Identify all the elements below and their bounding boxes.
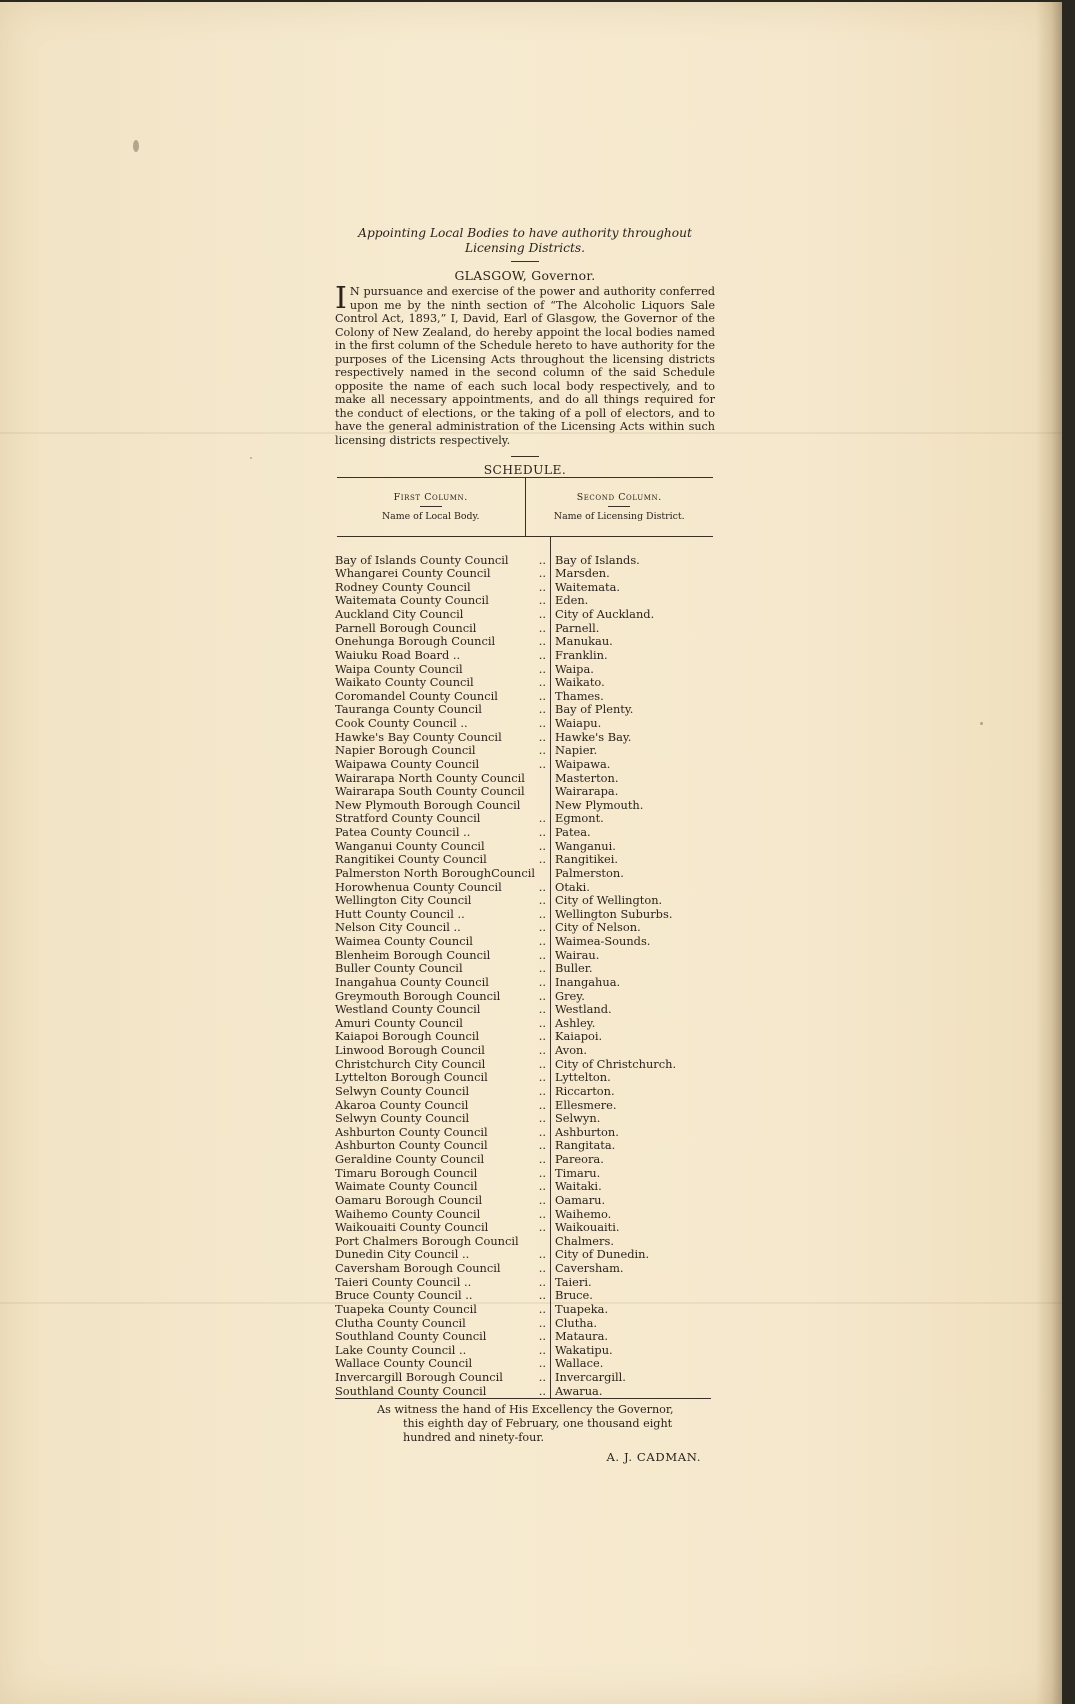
licensing-district-name: Waipa. (555, 661, 594, 676)
table-row (335, 935, 711, 949)
licensing-district-name: Waikouaiti. (555, 1220, 620, 1235)
witness-line: hundred and ninety-four. (403, 1430, 545, 1444)
table-row (335, 1330, 711, 1344)
licensing-district-name: Selwyn. (555, 1111, 601, 1126)
leader-dots: .. (538, 906, 546, 921)
table-row (335, 1085, 711, 1099)
leader-dots: .. (538, 1029, 546, 1044)
licensing-district-name: Waikato. (555, 675, 605, 690)
witness-line: this eighth day of February, one thousand eight (403, 1417, 673, 1431)
table-row (335, 1167, 711, 1181)
local-body-name: New Plymouth Borough Council (335, 798, 521, 812)
local-body-name: Port Chalmers Borough Council (335, 1234, 519, 1248)
leader-dots: .. (538, 702, 546, 717)
stain (980, 722, 983, 725)
licensing-district-name: Riccarton. (555, 1083, 615, 1098)
table-row (335, 853, 711, 867)
local-body-name: Hawke's Bay County Council (335, 730, 502, 744)
local-body-name: Hutt County Council .. (335, 907, 465, 921)
licensing-district-name: Waitaki. (555, 1179, 602, 1194)
licensing-district-name: City of Christchurch. (555, 1056, 677, 1071)
local-body-name: Waiuku Road Board .. (335, 648, 461, 662)
table-row (335, 744, 711, 758)
leader-dots: .. (538, 607, 546, 622)
leader-dots: .. (538, 879, 546, 894)
witness-text (377, 1403, 715, 1444)
licensing-district-name: Taieri. (555, 1274, 592, 1289)
local-body-name: Blenheim Borough Council (335, 948, 491, 962)
local-body-name: Rodney County Council (335, 580, 471, 594)
leader-dots: .. (538, 1206, 546, 1221)
table-row (335, 635, 711, 649)
table-row (335, 1357, 711, 1371)
table-row (335, 772, 711, 786)
local-body-name: Buller County Council (335, 962, 463, 976)
table-row (335, 622, 711, 636)
leader-dots: .. (538, 1356, 546, 1371)
leader-dots: .. (538, 1015, 546, 1030)
local-body-name: Wallace County Council (335, 1357, 473, 1371)
local-body-name: Westland County Council (335, 1003, 481, 1017)
witness-line: As witness the hand of His Excellency the Governor, (377, 1403, 674, 1417)
local-body-name: Amuri County Council (335, 1016, 463, 1030)
title-line: Licensing Districts. (465, 241, 585, 255)
leader-dots: .. (538, 552, 546, 567)
leader-dots: .. (538, 1043, 546, 1058)
table-row (335, 1112, 711, 1126)
local-body-name: Tauranga County Council (335, 703, 482, 717)
licensing-district-name: Bay of Islands. (555, 552, 640, 567)
leader-dots: .. (538, 988, 546, 1003)
licensing-district-name: Ashley. (555, 1015, 596, 1030)
leader-dots: .. (538, 1247, 546, 1262)
column-title: Second Column. (576, 491, 662, 503)
local-body-name: Waipa County Council (335, 662, 463, 676)
licensing-district-name: Masterton. (555, 770, 619, 785)
local-body-name: Waikato County Council (335, 676, 474, 690)
table-row (335, 1058, 711, 1072)
licensing-district-name: Wanganui. (555, 838, 616, 853)
table-row (335, 1153, 711, 1167)
local-body-name: Auckland City Council (335, 608, 464, 622)
licensing-district-name: Oamaru. (555, 1192, 606, 1207)
title-line: Appointing Local Bodies to have authority throughout (358, 226, 692, 240)
licensing-district-name: Inangahua. (555, 974, 621, 989)
licensing-district-name: Franklin. (555, 647, 608, 662)
leader-dots: .. (538, 1261, 546, 1276)
local-body-name: Bay of Islands County Council (335, 553, 509, 567)
licensing-district-name: Rangitata. (555, 1138, 616, 1153)
local-body-name: Invercargill Borough Council (335, 1371, 503, 1385)
local-body-name: Southland County Council (335, 1384, 487, 1398)
local-body-name: Bruce County Council .. (335, 1289, 473, 1303)
leader-dots: .. (538, 620, 546, 635)
licensing-district-name: Tuapeka. (555, 1301, 609, 1316)
schedule-table (335, 537, 711, 1399)
licensing-district-name: Waimea-Sounds. (555, 934, 651, 949)
local-body-name: Waitemata County Council (335, 594, 489, 608)
local-body-name: Whangarei County Council (335, 567, 491, 581)
licensing-district-name: Manukau. (555, 634, 613, 649)
local-body-name: Selwyn County Council (335, 1084, 470, 1098)
column-divider (550, 537, 551, 1399)
table-row (335, 1126, 711, 1140)
local-body-name: Nelson City Council .. (335, 921, 461, 935)
local-body-name: Tuapeka County Council (335, 1302, 477, 1316)
leader-dots: .. (538, 729, 546, 744)
leader-dots: .. (538, 1220, 546, 1235)
licensing-district-name: Clutha. (555, 1315, 598, 1330)
local-body-name: Ashburton County Council (335, 1125, 488, 1139)
drop-cap: I (335, 281, 347, 316)
table-row (335, 1248, 711, 1262)
table-row (335, 581, 711, 595)
licensing-district-name: Marsden. (555, 566, 610, 581)
local-body-name: Oamaru Borough Council (335, 1193, 483, 1207)
local-body-name: Christchurch City Council (335, 1057, 486, 1071)
table-row (335, 690, 711, 704)
leader-dots: .. (538, 1288, 546, 1303)
leader-dots: .. (538, 716, 546, 731)
table-row (335, 1044, 711, 1058)
table-row (335, 567, 711, 581)
leader-dots: .. (538, 1165, 546, 1180)
local-body-name: Wanganui County Council (335, 839, 485, 853)
table-row (335, 1344, 711, 1358)
licensing-district-name: Buller. (555, 961, 593, 976)
licensing-district-name: Waiapu. (555, 716, 602, 731)
leader-dots: .. (538, 961, 546, 976)
licensing-district-name: Caversham. (555, 1261, 624, 1276)
licensing-district-name: Lyttelton. (555, 1070, 611, 1085)
licensing-district-name: Wairau. (555, 947, 600, 962)
licensing-district-name: Avon. (555, 1043, 588, 1058)
table-row (335, 894, 711, 908)
local-body-name: Linwood Borough Council (335, 1044, 485, 1058)
table-row (335, 1303, 711, 1317)
local-body-name: Onehunga Borough Council (335, 635, 496, 649)
table-row (335, 594, 711, 608)
leader-dots: .. (538, 838, 546, 853)
signature-name: A. J. CADMAN. (606, 1449, 701, 1464)
leader-dots: .. (538, 756, 546, 771)
licensing-district-name: Westland. (555, 1002, 612, 1017)
table-row (335, 976, 711, 990)
local-body-name: Greymouth Borough Council (335, 989, 501, 1003)
leader-dots: .. (538, 1152, 546, 1167)
licensing-district-name: Wakatipu. (555, 1342, 613, 1357)
table-row (335, 1017, 711, 1031)
local-body-name: Southland County Council (335, 1330, 487, 1344)
notice-title (335, 226, 715, 256)
local-body-name: Stratford County Council (335, 812, 481, 826)
licensing-district-name: Thames. (555, 688, 604, 703)
table-row (335, 1003, 711, 1017)
table-row (335, 608, 711, 622)
licensing-district-name: Awarua. (555, 1383, 603, 1398)
local-body-name: Palmerston North BoroughCouncil (335, 866, 536, 880)
local-body-name: Geraldine County Council (335, 1153, 485, 1167)
leader-dots: .. (538, 634, 546, 649)
licensing-district-name: Waihemo. (555, 1206, 612, 1221)
proclamation-text (335, 281, 715, 448)
leader-dots: .. (538, 688, 546, 703)
divider (608, 506, 630, 507)
local-body-name: Waimea County Council (335, 935, 473, 949)
licensing-district-name: Mataura. (555, 1329, 609, 1344)
licensing-district-name: Parnell. (555, 620, 600, 635)
leader-dots: .. (538, 661, 546, 676)
leader-dots: .. (538, 1083, 546, 1098)
leader-dots: .. (538, 675, 546, 690)
local-body-name: Waikouaiti County Council (335, 1221, 489, 1235)
leader-dots: .. (538, 1301, 546, 1316)
local-body-name: Napier Borough Council (335, 744, 476, 758)
local-body-name: Kaiapoi Borough Council (335, 1030, 480, 1044)
licensing-district-name: Pareora. (555, 1152, 604, 1167)
local-body-name: Selwyn County Council (335, 1112, 470, 1126)
table-row (335, 949, 711, 963)
local-body-name: Taieri County Council .. (335, 1275, 472, 1289)
licensing-district-name: Bay of Plenty. (555, 702, 634, 717)
local-body-name: Horowhenua County Council (335, 880, 502, 894)
local-body-name: Wellington City Council (335, 894, 472, 908)
local-body-name: Wairarapa North County Council (335, 771, 525, 785)
licensing-district-name: Patea. (555, 825, 591, 840)
local-body-name: Lyttelton Borough Council (335, 1071, 488, 1085)
table-row (335, 826, 711, 840)
table-row (335, 703, 711, 717)
table-row (335, 908, 711, 922)
leader-dots: .. (538, 1315, 546, 1330)
local-body-name: Parnell Borough Council (335, 621, 477, 635)
spacer (335, 537, 711, 554)
leader-dots: .. (538, 566, 546, 581)
leader-dots: .. (538, 1370, 546, 1385)
table-row (335, 717, 711, 731)
local-body-name: Cook County Council .. (335, 717, 468, 731)
licensing-district-name: Wairarapa. (555, 784, 619, 799)
licensing-district-name: Wallace. (555, 1356, 604, 1371)
leader-dots: .. (538, 974, 546, 989)
table-row (335, 1030, 711, 1044)
licensing-district-name: Egmont. (555, 811, 604, 826)
local-body-name: Inangahua County Council (335, 975, 489, 989)
document-page (0, 2, 1062, 1704)
schedule-header (337, 477, 713, 537)
column-subtitle: Name of Licensing District. (553, 510, 685, 522)
local-body-name: Timaru Borough Council (335, 1166, 478, 1180)
table-row (335, 867, 711, 881)
local-body-name: Caversham Borough Council (335, 1262, 501, 1276)
local-body-name: Patea County Council .. (335, 826, 471, 840)
local-body-name: Waimate County Council (335, 1180, 478, 1194)
table-row (335, 1262, 711, 1276)
leader-dots: .. (538, 1056, 546, 1071)
divider (420, 506, 442, 507)
table-row (335, 1194, 711, 1208)
licensing-district-name: Waipawa. (555, 756, 611, 771)
governor-heading: GLASGOW, Governor. (454, 268, 596, 283)
leader-dots: .. (538, 825, 546, 840)
stain (250, 457, 252, 459)
table-row (335, 799, 711, 813)
licensing-district-name: Waitemata. (555, 579, 621, 594)
licensing-district-name: City of Dunedin. (555, 1247, 650, 1262)
table-row (335, 1180, 711, 1194)
page-edge (1036, 2, 1062, 1704)
local-body-name: Waipawa County Council (335, 757, 480, 771)
leader-dots: .. (538, 1002, 546, 1017)
table-row (335, 1385, 711, 1399)
local-body-name: Rangitikei County Council (335, 853, 487, 867)
table-row (335, 554, 711, 568)
stain (133, 140, 139, 152)
table-row (335, 758, 711, 772)
leader-dots: .. (538, 852, 546, 867)
licensing-district-name: Rangitikei. (555, 852, 619, 867)
leader-dots: .. (538, 811, 546, 826)
table-row (335, 1139, 711, 1153)
local-body-name: Ashburton County Council (335, 1139, 488, 1153)
table-row (335, 1221, 711, 1235)
licensing-district-name: Chalmers. (555, 1233, 614, 1248)
table-row (335, 1235, 711, 1249)
licensing-district-name: City of Nelson. (555, 920, 641, 935)
schedule-end-rule (335, 1398, 711, 1399)
table-row (335, 649, 711, 663)
table-row (335, 785, 711, 799)
table-row (335, 663, 711, 677)
leader-dots: .. (538, 1274, 546, 1289)
schedule-heading: SCHEDULE. (483, 462, 567, 477)
table-row (335, 1099, 711, 1113)
leader-dots: .. (538, 1179, 546, 1194)
table-row (335, 1276, 711, 1290)
leader-dots: .. (538, 947, 546, 962)
leader-dots: .. (538, 743, 546, 758)
table-row (335, 840, 711, 854)
licensing-district-name: Palmerston. (555, 865, 624, 880)
leader-dots: .. (538, 1383, 546, 1398)
licensing-district-name: Otaki. (555, 879, 590, 894)
leader-dots: .. (538, 1097, 546, 1112)
licensing-district-name: Ashburton. (555, 1124, 619, 1139)
licensing-district-name: New Plymouth. (555, 797, 644, 812)
divider (511, 456, 539, 457)
table-row (335, 812, 711, 826)
leader-dots: .. (538, 934, 546, 949)
table-row (335, 990, 711, 1004)
leader-dots: .. (538, 593, 546, 608)
leader-dots: .. (538, 1070, 546, 1085)
licensing-district-name: Napier. (555, 743, 598, 758)
leader-dots: .. (538, 1124, 546, 1139)
local-body-name: Lake County Council .. (335, 1343, 467, 1357)
divider (511, 261, 539, 262)
leader-dots: .. (538, 579, 546, 594)
table-row (335, 731, 711, 745)
leader-dots: .. (538, 920, 546, 935)
local-body-name: Clutha County Council (335, 1316, 466, 1330)
licensing-district-name: Invercargill. (555, 1370, 626, 1385)
leader-dots: .. (538, 1138, 546, 1153)
table-row (335, 1317, 711, 1331)
proclamation-body: N pursuance and exercise of the power and authority conferred upon me by the ninth section of “The Alcoholic Liquors Sale Control Act, 1893,” I, David, Earl of Glasgow, the Governor of the Colony of New Zealand, do hereby appoint the local bodies named in the first column of the Schedule hereto to have authority for the purposes of the Licensing Acts throughout the licensing districts respectively named in the second column of the said Schedule opposite the name of each such local body respectively, and to make all necessary appointments, and do all things required for the conduct of elections, or the taking of a poll of electors, and to have the general administration of the Licensing Acts within such licensing districts respectively. (335, 285, 715, 448)
licensing-district-name: Eden. (555, 593, 589, 608)
licensing-district-name: Wellington Suburbs. (555, 906, 673, 921)
table-row (335, 1208, 711, 1222)
local-body-name: Coromandel County Council (335, 689, 498, 703)
table-row (335, 676, 711, 690)
table-row (335, 1371, 711, 1385)
first-column-header (337, 477, 525, 536)
licensing-district-name: Kaiapoi. (555, 1029, 603, 1044)
local-body-name: Waihemo County Council (335, 1207, 481, 1221)
licensing-district-name: Ellesmere. (555, 1097, 617, 1112)
column-subtitle: Name of Local Body. (381, 510, 480, 522)
table-row (335, 1289, 711, 1303)
table-row (335, 962, 711, 976)
local-body-name: Wairarapa South County Council (335, 785, 525, 799)
notice (335, 226, 715, 1464)
table-row (335, 1071, 711, 1085)
leader-dots: .. (538, 1111, 546, 1126)
licensing-district-name: City of Auckland. (555, 607, 655, 622)
local-body-name: Akaroa County Council (335, 1098, 469, 1112)
local-body-name: Dunedin City Council .. (335, 1248, 470, 1262)
licensing-district-name: Grey. (555, 988, 585, 1003)
second-column-header (525, 477, 713, 536)
leader-dots: .. (538, 1192, 546, 1207)
leader-dots: .. (538, 1329, 546, 1344)
licensing-district-name: Hawke's Bay. (555, 729, 632, 744)
leader-dots: .. (538, 893, 546, 908)
licensing-district-name: Timaru. (555, 1165, 601, 1180)
table-row (335, 921, 711, 935)
licensing-district-name: City of Wellington. (555, 893, 663, 908)
column-title: First Column. (393, 491, 468, 503)
leader-dots: .. (538, 1342, 546, 1357)
table-row (335, 881, 711, 895)
licensing-district-name: Bruce. (555, 1288, 593, 1303)
leader-dots: .. (538, 647, 546, 662)
